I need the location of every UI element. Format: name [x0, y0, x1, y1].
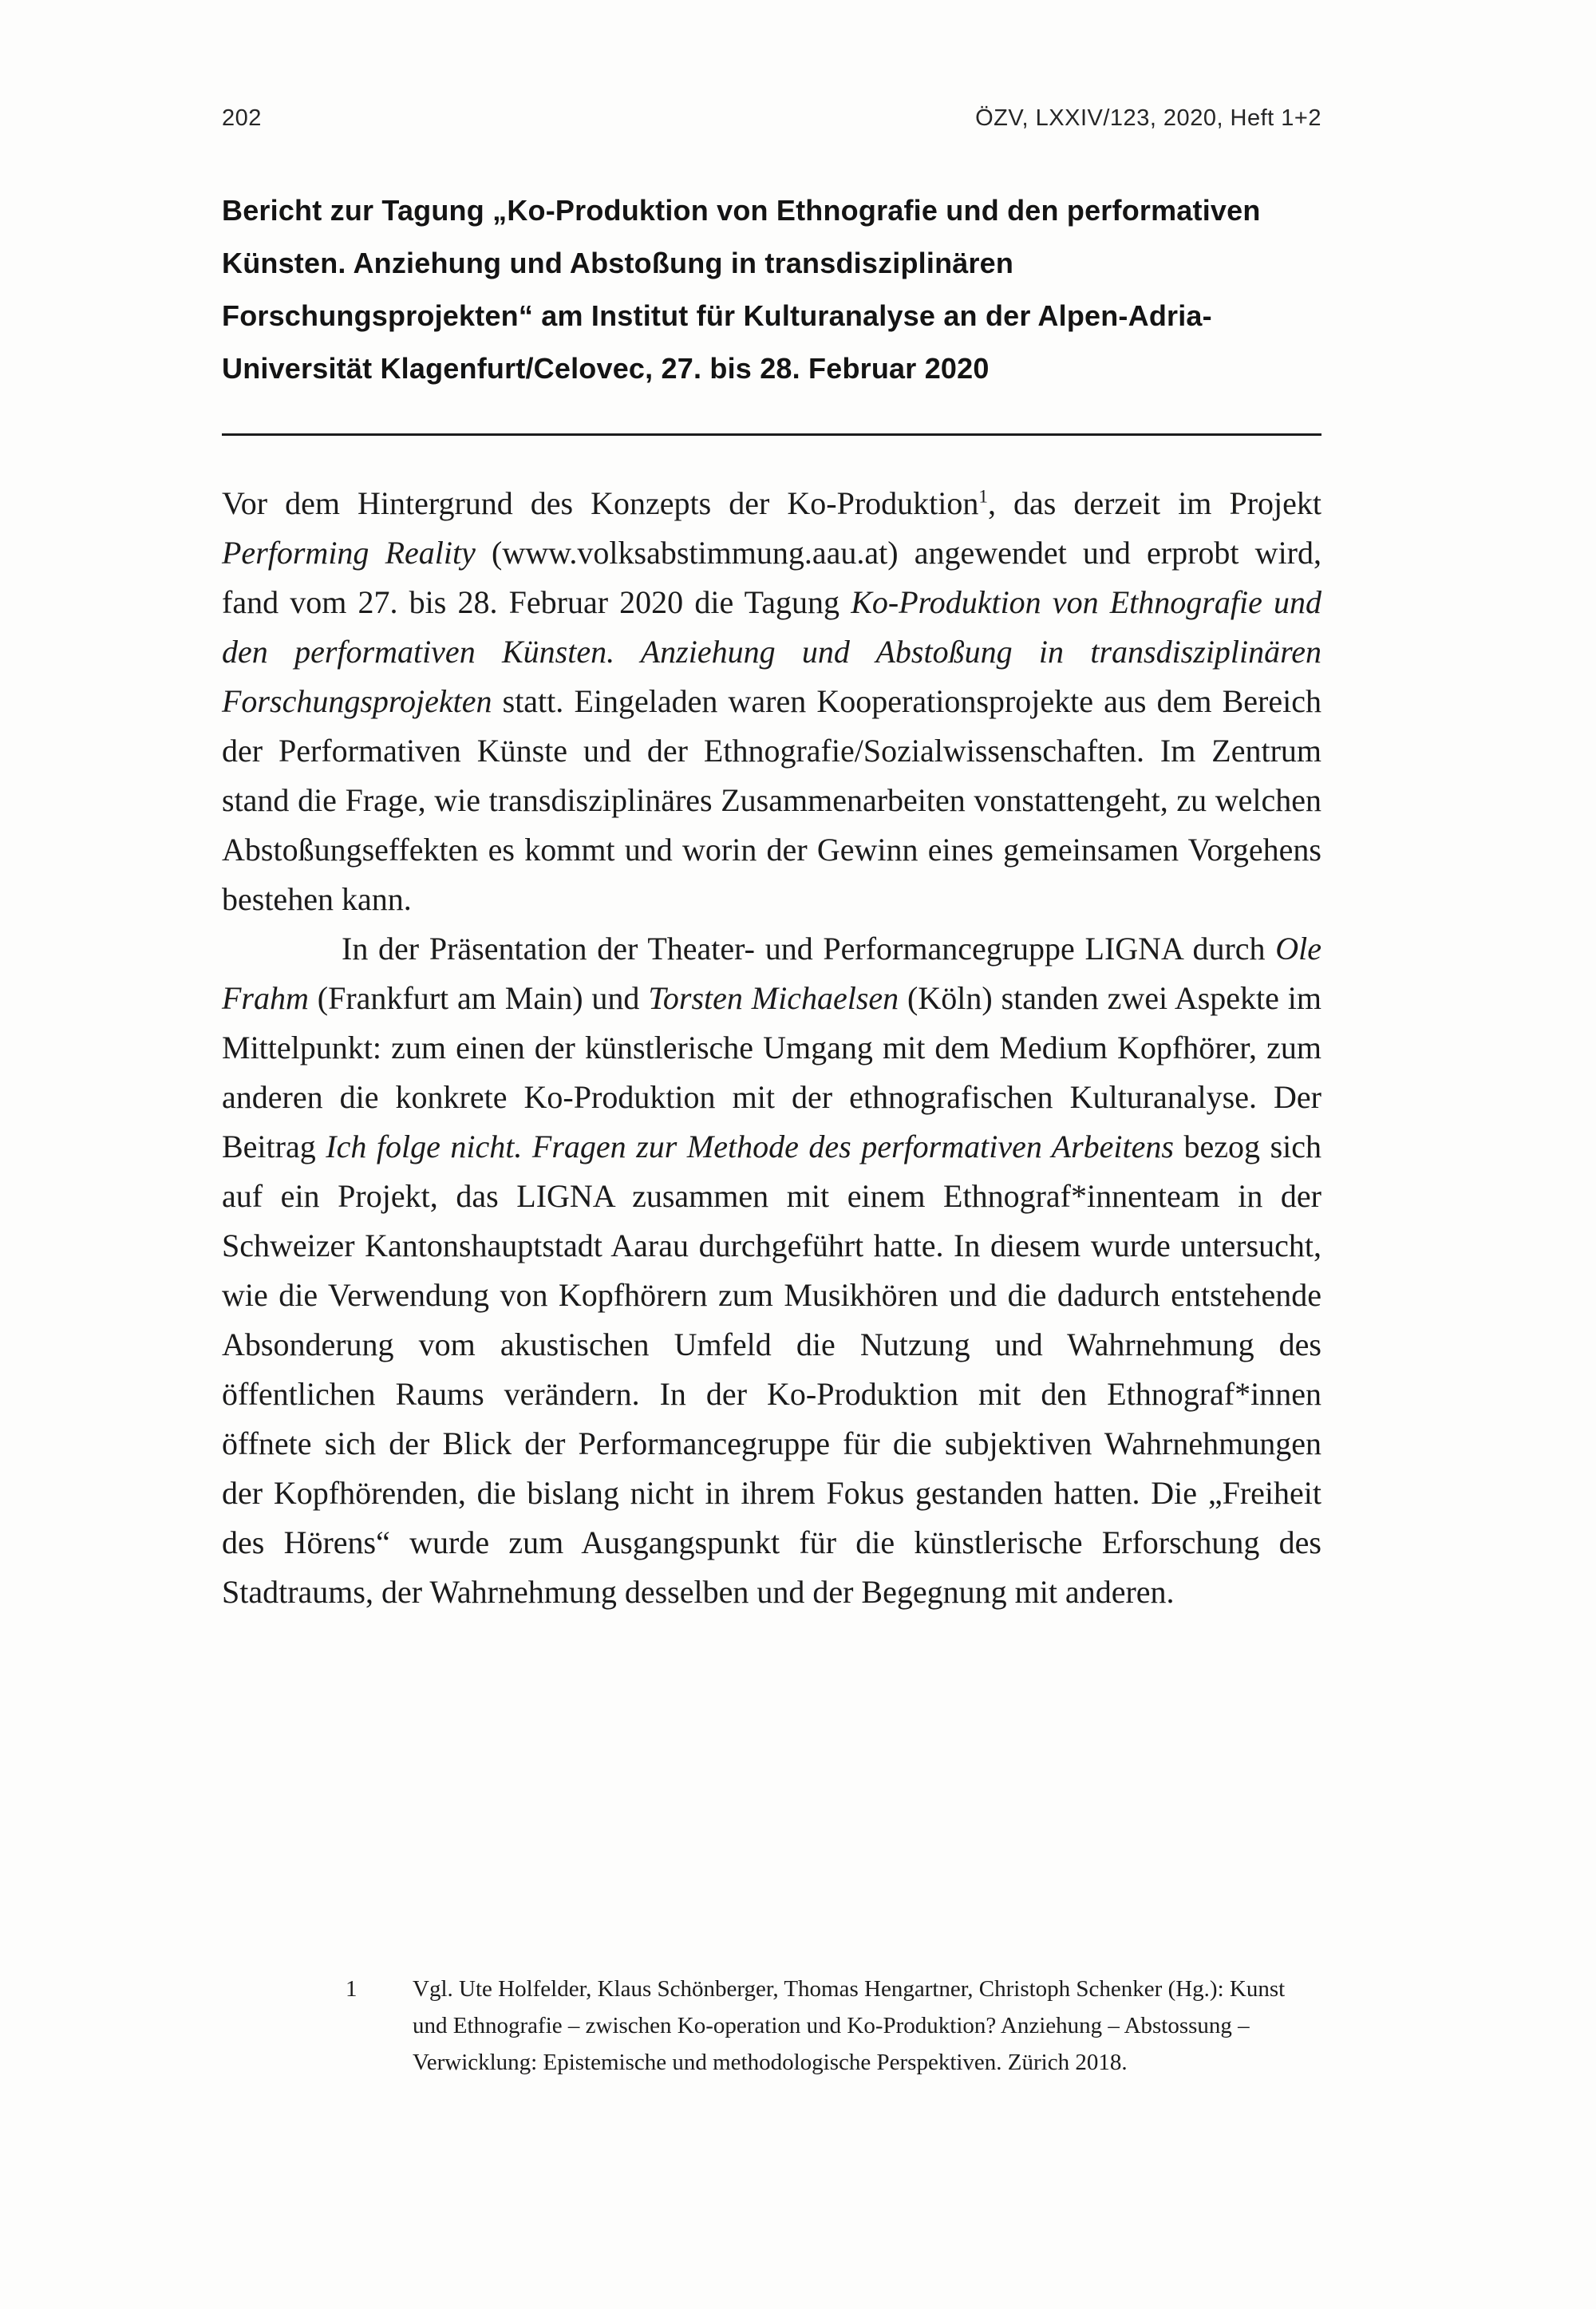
emphasized-text: Ko-Produktion von Ethnografie und den performativen Künsten. Anziehung und Abstoßung in transdisziplinären Forschungsprojekten: [222, 584, 1321, 719]
emphasized-text: Torsten Michaelsen: [648, 980, 899, 1016]
text-run: bezog sich auf ein Projekt, das LIGNA zusammen mit einem Ethnograf*innenteam in der Schweizer Kantonshauptstadt Aarau durchgeführt hatte. In diesem wurde untersucht, wie die Verwendung von Kopfhörern zum Musikhören und die dadurch entstehende Absonderung vom akustischen Umfeld die Nutzung und Wahrnehmung des öffentlichen Raums verändern. In der Ko-Produktion mit den Ethnograf*innen öffnete sich der Blick der Performancegruppe für die subjektiven Wahrnehmungen der Kopfhörenden, die bislang nicht in ihrem Fokus gestanden hatten. Die „Freiheit des Hörens“ wurde zum Ausgangspunkt für die künstlerische Erforschung des Stadtraums, der Wahrnehmung desselben und der Begegnung mit anderen.: [222, 1129, 1322, 1610]
text-run: (Köln) standen zwei Aspekte im Mittelpunkt: zum einen der künstlerische Umgang mit dem Medium Kopfhörer, zum anderen die konkrete Ko-Produktion mit der ethnografischen Kulturanalyse. Der Beitrag: [222, 980, 1322, 1164]
emphasized-text: Performing Reality: [222, 535, 476, 571]
emphasized-text: Ich folge nicht. Fragen zur Methode des performativen Arbeitens: [326, 1129, 1174, 1164]
article-title: Bericht zur Tagung „Ko-Produktion von Ethnografie und den performativen Künsten. Anziehung und Abstoßung in transdisziplinären Forschungsprojekten“ am Institut für Kulturanalyse an der Alpen-Adria-Universität Klagenfurt/Celovec, 27. bis 28. Februar 2020: [222, 194, 1261, 385]
text-run: , das derzeit im Projekt: [987, 485, 1322, 521]
footnote-number: 1: [346, 1976, 358, 2002]
page-number: 202: [222, 105, 262, 131]
footnote: [222, 1971, 1321, 2081]
text-run: Vor dem Hintergrund des Konzepts der Ko-Produktion: [222, 485, 979, 521]
text-run: (Frankfurt am Main) und: [308, 980, 649, 1016]
body-paragraph-1: [222, 479, 1321, 924]
footnote-reference-1: 1: [978, 486, 988, 508]
emphasized-text: Ole Frahm: [222, 931, 1321, 1016]
footnote-text: Vgl. Ute Holfelder, Klaus Schönberger, Thomas Hengartner, Christoph Schenker (Hg.): Kunst und Ethnografie – zwischen Ko-operation und Ko-Produktion? Anziehung – Abstossung – Verwicklung: Epistemische und methodologische Perspektiven. Zürich 2018.: [413, 1976, 1286, 2075]
text-run: (www.volksabstimmung.aau.at) angewendet und erprobt wird, fand vom 27. bis 28. Februar 2020 die Tagung: [222, 535, 1322, 620]
page-header: [222, 105, 1321, 132]
article-body: [222, 479, 1321, 1617]
body-paragraph-2: [222, 924, 1321, 1617]
journal-issue-header: ÖZV, LXXIV/123, 2020, Heft 1+2: [975, 105, 1321, 131]
text-run: statt. Eingeladen waren Kooperationsprojekte aus dem Bereich der Performativen Künste und der Ethnografie/Sozialwissenschaften. Im Zentrum stand die Frage, wie transdisziplinäres Zusammenarbeiten vonstattengeht, zu welchen Abstoßungseffekten es kommt und worin der Gewinn eines gemeinsamen Vorgehens bestehen kann.: [222, 683, 1321, 917]
title-divider: [222, 433, 1321, 436]
text-run: In der Präsentation der Theater- und Performancegruppe LIGNA durch: [342, 931, 1276, 967]
